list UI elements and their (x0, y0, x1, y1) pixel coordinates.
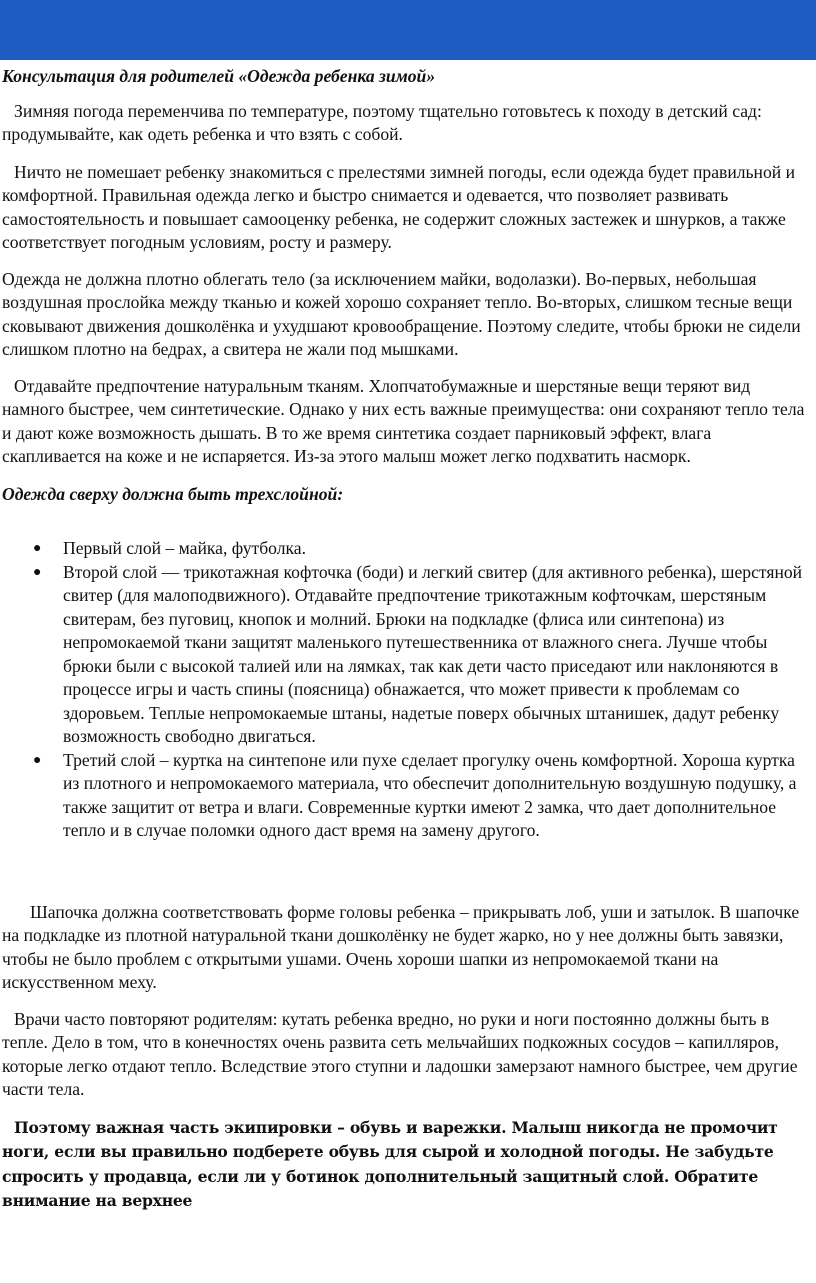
document-body (2, 62, 814, 1214)
paragraph-hat: Шапочка должна соответствовать форме головы ребенка – прикрывать лоб, уши и затылок. В шапочке на подкладке из плотной натуральной ткани дошколёнку не будет жарко, но у нее должны быть завязки, чтобы не было проблем с открытыми ушами. Очень хороши шапки из непромокаемой ткани на искусственном меху. (2, 901, 800, 992)
list-item-text: Второй слой — трикотажная кофточка (боди) и легкий свитер (для активного ребенка), шерстяной свитер (для малоподвижного). Отдавайте предпочтение трикотажным кофточкам, шерстяным свитерам, без пуговиц, кнопок и молний. Брюки на подкладке (флиса или синтепона) из непромокаемой ткани защитят маленького путешественника от влажного снега. Лучше чтобы брюки были с высокой талией или на лямках, так как дети часто приседают или наклоняются в процессе игры и часть спины (поясница) обнажается, что может привести к проблемам со здоровьем. Теплые непромокаемые штаны, надетые поверх обычных штанишек, дадут ребенку возможность свободно двигаться. (63, 561, 803, 746)
layers-list (2, 537, 814, 843)
list-item (33, 537, 814, 561)
paragraph-shoes: Поэтому важная часть экипировки – обувь и варежки. Малыш никогда не промочит ноги, если вы правильно подберете обувь для сырой и холодной погоды. Не забудьте спросить у продавца, если ли у ботинок дополнительный защитный слой. Обратите внимание на верхнее (2, 1117, 778, 1211)
paragraph-intro: Зимняя погода переменчива по температуре, поэтому тщательно готовьтесь к походу в детский сад: продумывайте, как одеть ребенка и что взять с собой. (2, 100, 762, 144)
paragraph-fit: Одежда не должна плотно облегать тело (за исключением майки, водолазки). Во-первых, небольшая воздушная прослойка между тканью и кожей хорошо сохраняет тепло. Во-вторых, слишком тесные вещи сковывают движения дошколёнка и ухудшают кровообращение. Поэтому следите, чтобы брюки не сидели слишком плотно на бедрах, а свитера не жали под мышками. (2, 268, 801, 359)
list-item-text: Третий слой – куртка на синтепоне или пухе сделает прогулку очень комфортной. Хороша куртка из плотного и непромокаемого материала, что обеспечит дополнительную воздушную подушку, а также защитит от ветра и влаги. Современные куртки имеют 2 замка, что дает дополнительное тепло и в случае поломки одного даст время на замену другого. (63, 749, 797, 840)
paragraph-doctors: Врачи часто повторяют родителям: кутать ребенка вредно, но руки и ноги постоянно должны быть в тепле. Дело в том, что в конечностях очень развита сеть мельчайших подкожных сосудов – капилляров, которые легко отдают тепло. Вследствие этого ступни и ладошки замерзают намного быстрее, чем другие части тела. (2, 1008, 798, 1099)
header-bar (0, 0, 816, 60)
section-subtitle: Одежда сверху должна быть трехслойной: (2, 483, 344, 504)
bullet-icon: ● (33, 541, 42, 556)
list-item (33, 749, 814, 843)
list-item (33, 561, 814, 749)
paragraph-fabrics: Отдавайте предпочтение натуральным тканям. Хлопчатобумажные и шерстяные вещи теряют вид намного быстрее, чем синтетические. Однако у них есть важные преимущества: они сохраняют тепло тела и дают коже возможность дышать. В то же время синтетика создает парниковый эффект, влага скапливается на коже и не испаряется. Из-за этого малыш может легко подхватить насморк. (2, 375, 805, 466)
bullet-icon: ● (33, 564, 42, 580)
page-title: Консультация для родителей «Одежда ребенка зимой» (2, 66, 436, 86)
paragraph-comfort: Ничто не помешает ребенку знакомиться с прелестями зимней погоды, если одежда будет правильной и комфортной. Правильная одежда легко и быстро снимается и одевается, что позволяет развивать самостоятельность и повышает самооценку ребенка, не содержит сложных застежек и шнурков, а также соответствует погодным условиям, росту и размеру. (2, 161, 795, 252)
bullet-icon: ● (33, 752, 42, 768)
list-item-text: Первый слой – майка, футболка. (63, 538, 307, 558)
